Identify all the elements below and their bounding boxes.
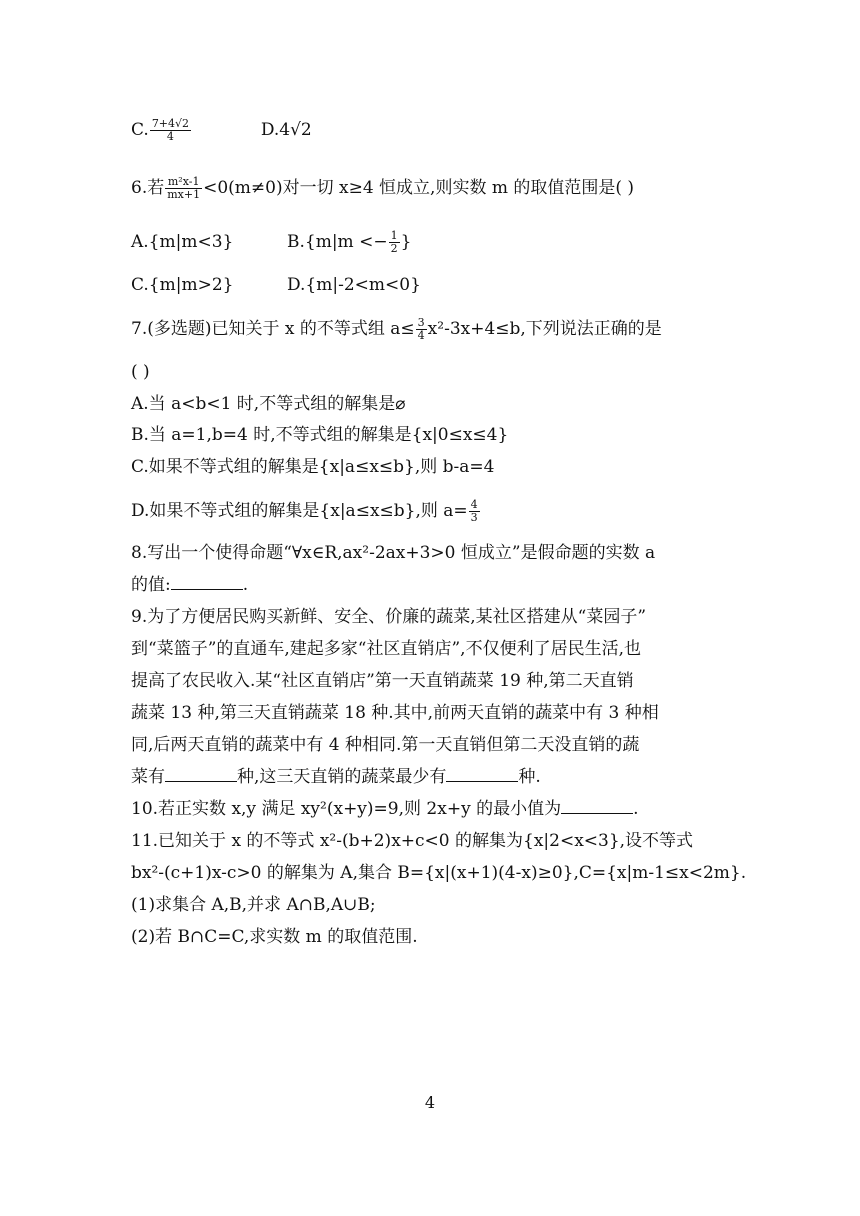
q6-options-ab — [131, 230, 411, 255]
q9-line-5: 同,后两天直销的蔬菜中有 4 种相同.第一天直销但第二天没直销的蔬 — [131, 735, 640, 755]
q9-line-6-text-c: 种. — [518, 767, 541, 787]
q10-text: 10.若正实数 x,y 满足 xy²(x+y)=9,则 2x+y 的最小值为 — [131, 799, 562, 819]
q7-stem-suffix: x²-3x+4≤b,下列说法正确的是 — [427, 319, 662, 339]
q6-option-b-suffix: } — [400, 232, 412, 252]
q7-stem-prefix: 7.(多选题)已知关于 x 的不等式组 a≤ — [131, 319, 415, 339]
q9-line-1: 9.为了方便居民购买新鲜、安全、价廉的蔬菜,某社区搭建从“菜园子” — [131, 607, 647, 627]
q7-option-d-fraction — [469, 499, 480, 524]
q9-line-4: 蔬菜 13 种,第三天直销蔬菜 18 种.其中,前两天直销的蔬菜中有 3 种相 — [131, 703, 659, 723]
q5-option-d: D.4√2 — [260, 120, 312, 140]
q11-line-2: bx²-(c+1)x-c>0 的解集为 A,集合 B={x|(x+1)(4-x)≥0},C={x|m-1≤x<2m}. — [131, 863, 747, 883]
page-number: 4 — [424, 1093, 436, 1112]
q11-line-1: 11.已知关于 x 的不等式 x²-(b+2)x+c<0 的解集为{x|2<x<3},设不等式 — [131, 831, 694, 851]
q5-option-c-label: C. — [131, 120, 149, 140]
q7-option-d — [131, 499, 481, 524]
q7-option-a: A.当 a<b<1 时,不等式组的解集是⌀ — [131, 394, 406, 414]
q6-stem — [131, 176, 634, 201]
q8-line-1: 8.写出一个使得命题“∀x∈R,ax²-2ax+3>0 恒成立”是假命题的实数 a — [131, 543, 656, 563]
q8-answer-blank[interactable] — [171, 573, 243, 590]
q11-line-4: (2)若 B∩C=C,求实数 m 的取值范围. — [131, 927, 418, 947]
q10-answer-blank[interactable] — [561, 797, 633, 814]
fraction-numerator: 4 — [470, 498, 478, 511]
q9-line-2: 到“菜篮子”的直通车,建起多家“社区直销店”,不仅便利了居民生活,也 — [131, 639, 641, 659]
q6-option-b-fraction — [389, 230, 400, 255]
q7-answer-paren: ( ) — [131, 362, 150, 382]
fraction-denominator: 3 — [470, 511, 478, 524]
q9-line-6 — [131, 765, 541, 789]
fraction-denominator: 2 — [390, 242, 398, 255]
q7-option-d-text: D.如果不等式组的解集是{x|a≤x≤b},则 a= — [131, 501, 468, 521]
q5-option-c-fraction — [150, 118, 191, 143]
q9-answer-blank-1[interactable] — [165, 765, 237, 782]
q6-option-d: D.{m|-2<m<0} — [287, 275, 421, 295]
q6-stem-suffix: <0(m≠0)对一切 x≥4 恒成立,则实数 m 的取值范围是( ) — [203, 178, 635, 198]
q8-line-2 — [131, 573, 248, 597]
q10-line — [131, 797, 638, 821]
q7-option-b: B.当 a=1,b=4 时,不等式组的解集是{x|0≤x≤4} — [131, 425, 509, 445]
q8-line-2-text: 的值: — [131, 575, 171, 595]
q8-line-2-end: . — [242, 575, 249, 595]
q6-options-cd — [131, 273, 421, 297]
q6-option-a: A.{m|m<3} — [131, 232, 234, 252]
q9-line-6-text-b: 种,这三天直销的蔬菜最少有 — [237, 767, 447, 787]
fraction-numerator: m²x-1 — [165, 176, 202, 189]
q9-line-6-text-a: 菜有 — [131, 767, 165, 787]
q9-answer-blank-2[interactable] — [446, 765, 518, 782]
fraction-numerator: 7+4√2 — [151, 117, 190, 130]
q7-fraction — [416, 317, 427, 342]
fraction-denominator: mx+1 — [167, 188, 201, 201]
q10-end: . — [633, 799, 639, 819]
fraction-denominator: 4 — [166, 130, 174, 143]
q11-line-3: (1)求集合 A,B,并求 A∩B,A∪B; — [131, 895, 376, 915]
fraction-numerator: 1 — [390, 229, 398, 242]
q7-stem — [131, 317, 662, 342]
q6-option-b-prefix: B.{m|m <− — [287, 232, 388, 252]
fraction-numerator: 3 — [417, 316, 425, 329]
q6-option-c: C.{m|m>2} — [131, 275, 234, 295]
q6-fraction — [165, 176, 202, 201]
fraction-denominator: 4 — [417, 329, 425, 342]
q9-line-3: 提高了农民收入.某“社区直销店”第一天直销蔬菜 19 种,第二天直销 — [131, 671, 634, 691]
q5-options-cd — [131, 118, 312, 143]
q7-option-c: C.如果不等式组的解集是{x|a≤x≤b},则 b-a=4 — [131, 457, 495, 477]
q6-stem-prefix: 6.若 — [131, 178, 165, 198]
